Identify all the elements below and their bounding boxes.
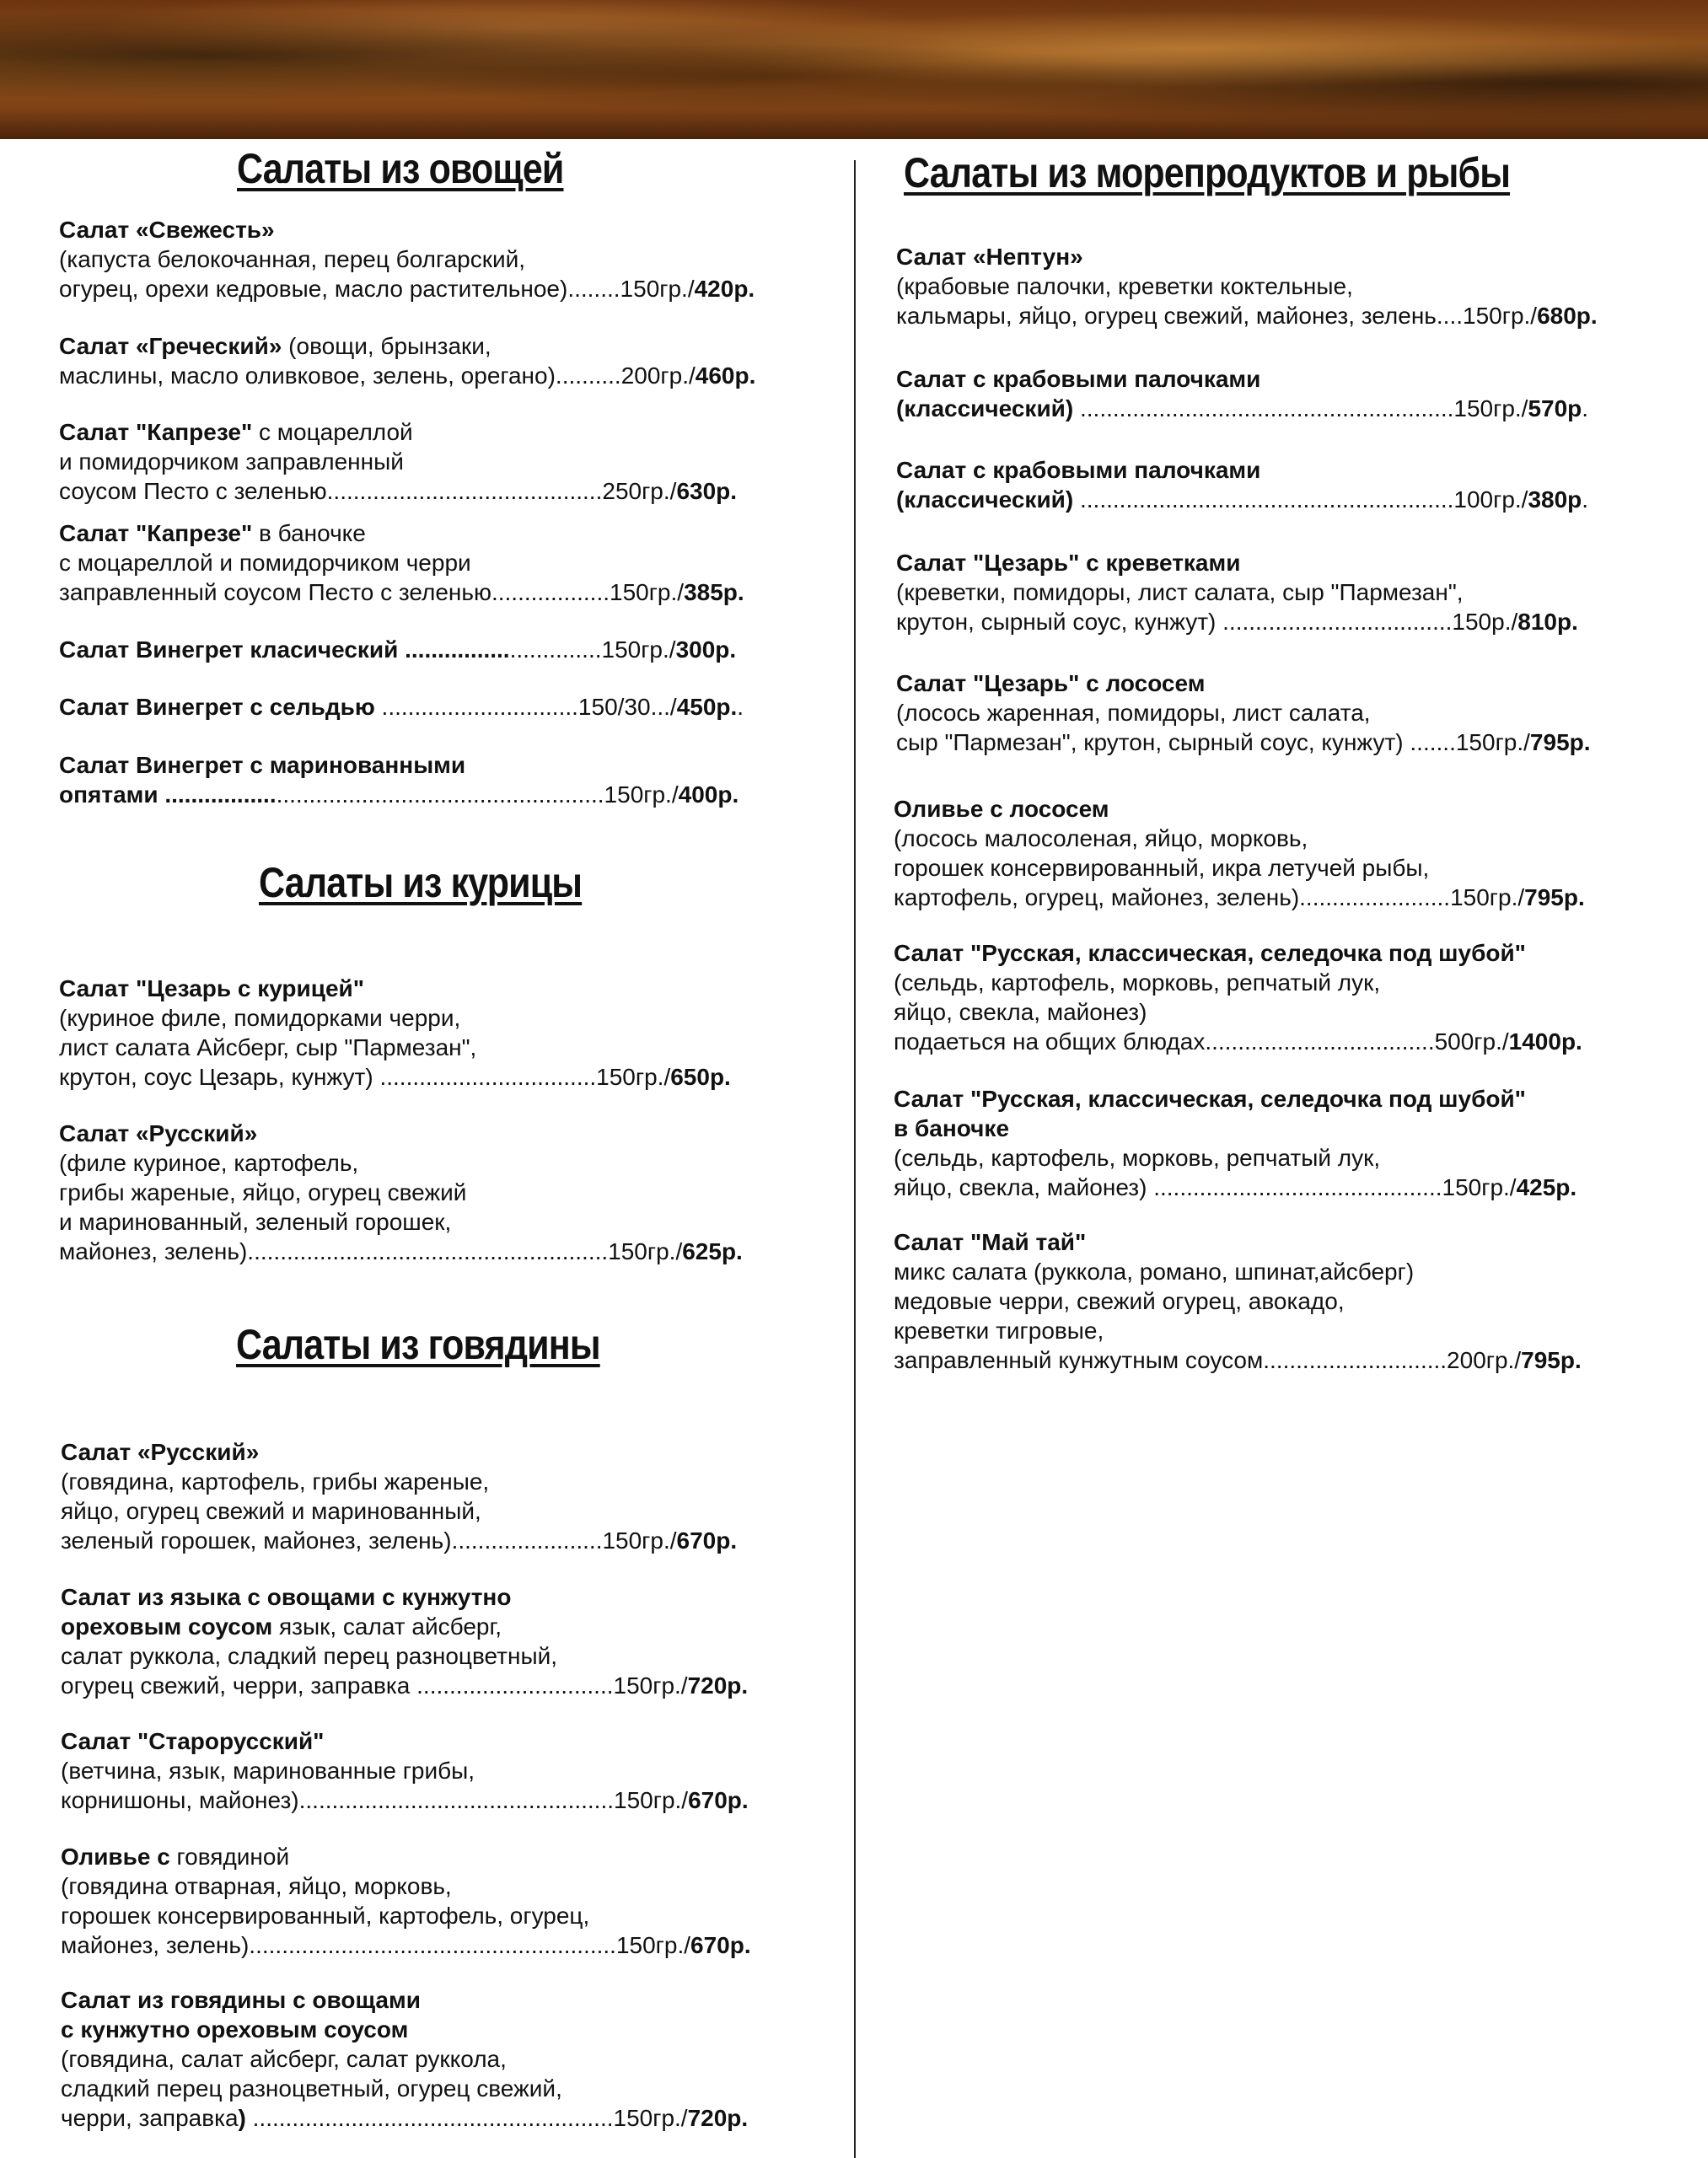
menu-item: Салат из языка с овощами с кунжутно ореховым соусом язык, салат айсберг, салат руккола, сладкий перец разноцветный, огурец свежий, черри, заправка ..............................150гр./720р. xyxy=(61,1584,749,1699)
menu-item: Салат «Нептун» (крабовые палочки, креветки коктельные, кальмары, яйцо, огурец свежий, майонез, зелень....150гр./680р. xyxy=(896,244,1598,329)
menu-item: Салат "Капрезе" в баночке с моцареллой и помидорчиком черри заправленный соусом Песто с зеленью..................150гр./385р. xyxy=(59,520,744,605)
menu-item: Салат "Капрезе" с моцареллой и помидорчиком заправленный соусом Песто с зеленью..........................................250гр./630р. xyxy=(59,419,738,504)
menu-item: Салат Винегрет с сельдью ..............................150/30.../450р.. xyxy=(59,694,744,720)
menu-item: Салат "Цезарь с курицей" (куриное филе, помидорками черри, лист салата Айсберг, сыр "Пармезан", крутон, соус Цезарь, кунжут) .................................150гр./650р. xyxy=(59,975,731,1090)
section-title-chicken: Салаты из курицы xyxy=(259,859,583,906)
menu-item: Салат "Русская, классическая, селедочка под шубой" в баночке (сельдь, картофель, морковь, репчатый лук, яйцо, свекла, майонез) ............................................150гр./425р. xyxy=(894,1086,1577,1200)
menu-item: Салат с крабовыми палочками (классический) .........................................................150гр./570р. xyxy=(896,366,1589,421)
menu-item: Салат "Русская, классическая, селедочка под шубой" (сельдь, картофель, морковь, репчатый лук, яйцо, свекла, майонез) подаеться на общих блюдах...................................500гр./1400р. xyxy=(894,940,1582,1055)
menu-item: Салат "Старорусский" (ветчина, язык, маринованные грибы, корнишоны, майонез)................................................150гр./670р. xyxy=(61,1728,749,1813)
menu-item: Салат «Русский» (говядина, картофель, грибы жареные, яйцо, огурец свежий и маринованный, зеленый горошек, майонез, зелень).......................150гр./670р. xyxy=(61,1439,738,1554)
menu-item: Салат с крабовыми палочками (классический) .........................................................100гр./380р. xyxy=(896,457,1589,513)
menu-item: Салат «Русский» (филе куриное, картофель, грибы жареные, яйцо, огурец свежий и маринованный, зеленый горошек, майонез, зелень).......................................................150гр./625р. xyxy=(59,1120,743,1264)
column-divider xyxy=(854,160,856,2158)
menu-item: Салат из говядины с овощами с кунжутно ореховым соусом (говядина, салат айсберг, салат руккола, сладкий перец разноцветный, огурец свежий, черри, заправка) .......................................................150гр./720р. xyxy=(61,1987,749,2131)
menu-item: Салат "Май тай" микс салата (руккола, романо, шпинат,айсберг) медовые черри, свежий огурец, авокадо, креветки тигровые, заправленный кунжутным соусом............................200гр./795р. xyxy=(894,1229,1582,1373)
menu-item: Оливье с лососем (лосось малосоленая, яйцо, морковь, горошек консервированный, икра летучей рыбы, картофель, огурец, майонез, зелень).......................150гр./795р. xyxy=(894,796,1585,910)
menu-item: Салат Винегрет с маринованными опятами ...................................................................150гр./400р. xyxy=(59,752,739,808)
menu-item: Оливье с говядиной (говядина отварная, яйцо, морковь, горошек консервированный, картофель, огурец, майонез, зелень)........................................................150гр./670р. xyxy=(61,1844,751,1958)
menu-item: Салат "Цезарь" с лососем (лосось жаренная, помидоры, лист салата, сыр "Пармезан", крутон, сырный соус, кунжут) .......150гр./795р. xyxy=(896,670,1591,755)
menu-item: Салат «Греческий» (овощи, брынзаки, маслины, масло оливковое, зелень, орегано)..........200гр./460р. xyxy=(59,333,756,389)
header-texture-banner xyxy=(0,0,1708,139)
section-title-vegetable: Салаты из овощей xyxy=(237,145,564,192)
section-title-seafood: Салаты из морепродуктов и рыбы xyxy=(904,149,1511,196)
menu-item: Салат "Цезарь" с креветками (креветки, помидоры, лист салата, сыр "Пармезан", крутон, сырный соус, кунжут) ...................................150р./810р. xyxy=(896,550,1578,635)
section-title-beef: Салаты из говядины xyxy=(236,1321,600,1368)
menu-item: Салат «Свежесть» (капуста белокочанная, перец болгарский, огурец, орехи кедровые, масло растительное)........150гр./420р. xyxy=(59,217,755,302)
menu-item: Салат Винегрет класический ..............................150гр./300р. xyxy=(59,636,737,663)
